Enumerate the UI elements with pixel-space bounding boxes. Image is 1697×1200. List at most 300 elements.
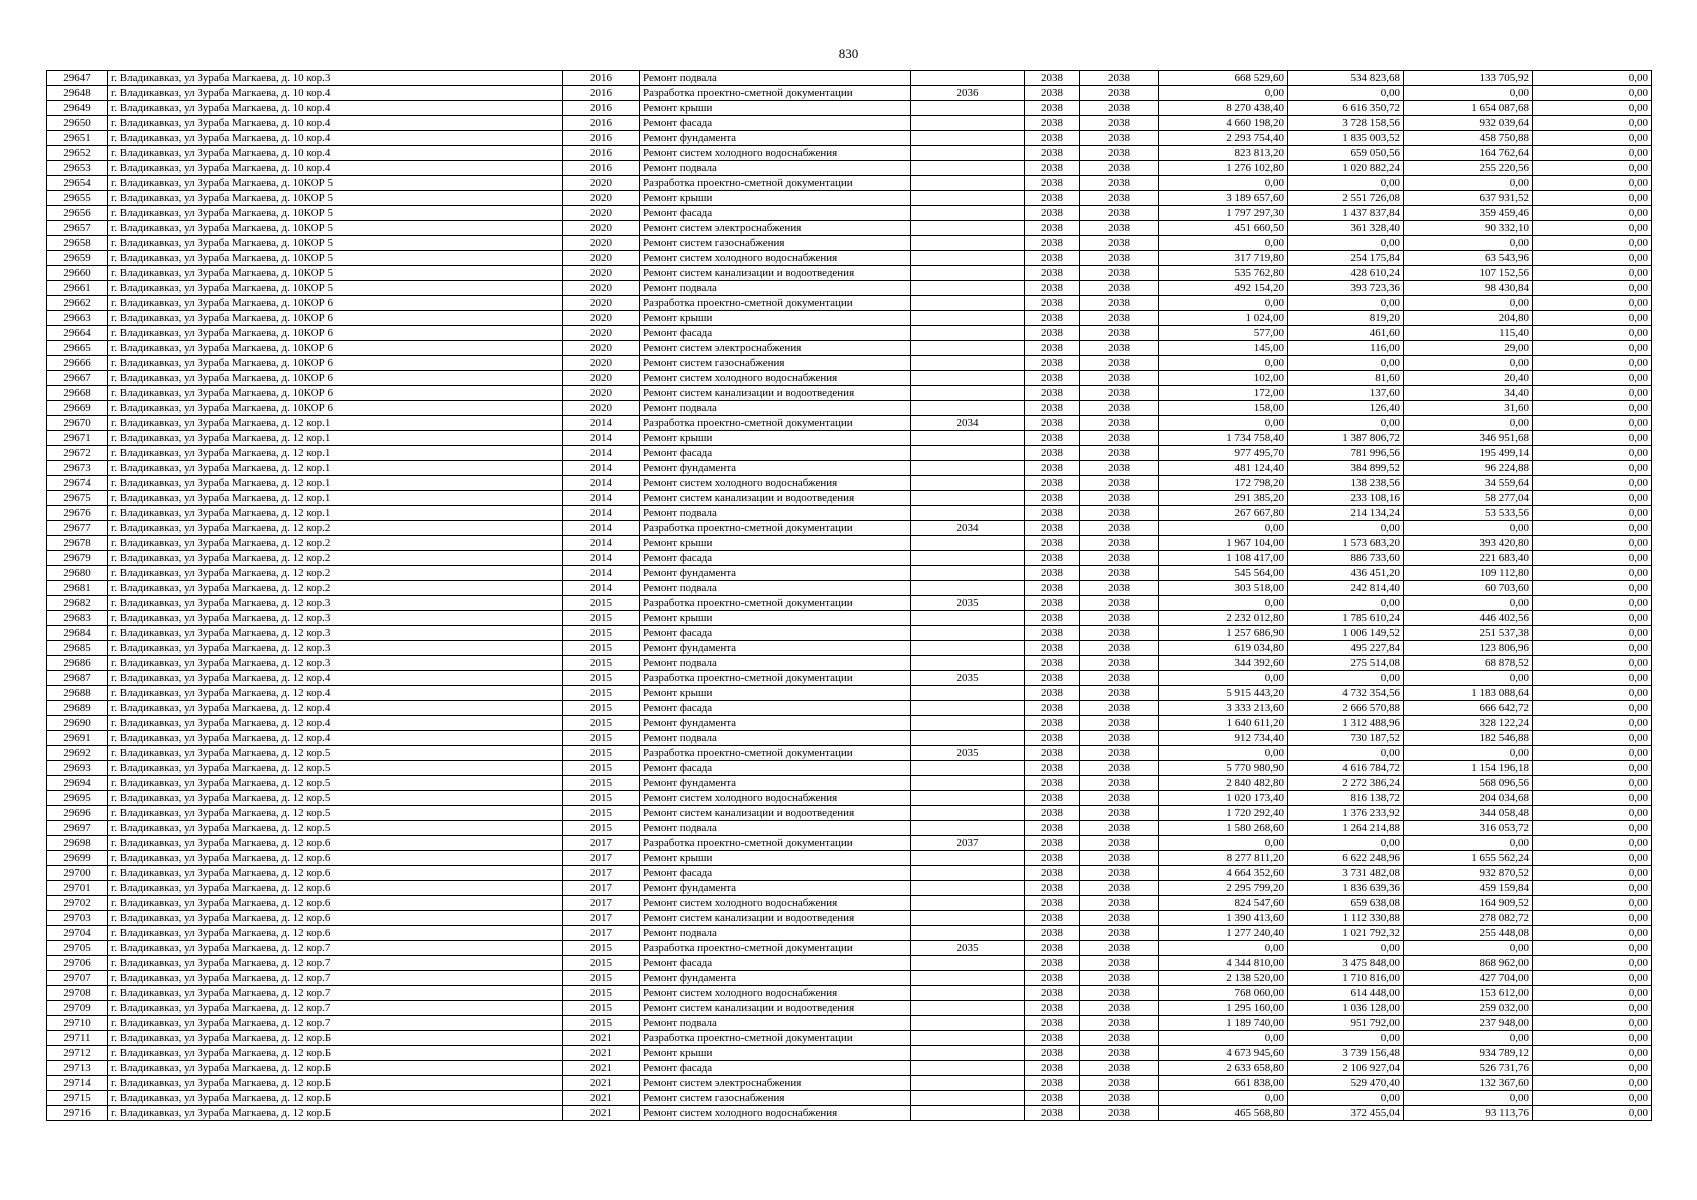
owner-share-cell: 60 703,60 — [1404, 581, 1533, 596]
fund-share-cell: 0,00 — [1288, 746, 1404, 761]
other-sources-cell: 0,00 — [1533, 536, 1652, 551]
table-row — [47, 311, 1652, 326]
work-type-cell: Ремонт систем канализации и водоотведения — [640, 911, 911, 926]
fund-share-cell: 0,00 — [1288, 1031, 1404, 1046]
plan-year-end-cell: 2038 — [1080, 941, 1159, 956]
other-sources-cell: 0,00 — [1533, 461, 1652, 476]
doc-year-cell: 2034 — [911, 416, 1025, 431]
row-id: 29669 — [47, 401, 108, 416]
other-sources-cell: 0,00 — [1533, 476, 1652, 491]
other-sources-cell: 0,00 — [1533, 356, 1652, 371]
work-type-cell: Ремонт подвала — [640, 731, 911, 746]
table-row — [47, 1106, 1652, 1121]
work-type-cell: Ремонт систем канализации и водоотведения — [640, 266, 911, 281]
table-row — [47, 281, 1652, 296]
total-cost-cell: 5 915 443,20 — [1159, 686, 1288, 701]
doc-year-cell — [911, 356, 1025, 371]
work-type-cell: Ремонт крыши — [640, 611, 911, 626]
fund-share-cell: 0,00 — [1288, 1091, 1404, 1106]
total-cost-cell: 912 734,40 — [1159, 731, 1288, 746]
work-type-cell: Ремонт систем канализации и водоотведения — [640, 491, 911, 506]
plan-year-end-cell: 2038 — [1080, 881, 1159, 896]
total-cost-cell: 535 762,80 — [1159, 266, 1288, 281]
table-row — [47, 116, 1652, 131]
page-number: 830 — [838, 46, 859, 61]
plan-year-end-cell: 2038 — [1080, 206, 1159, 221]
work-type-cell: Ремонт крыши — [640, 311, 911, 326]
plan-year-start-cell: 2038 — [1025, 731, 1080, 746]
owner-share-cell: 0,00 — [1404, 746, 1533, 761]
other-sources-cell: 0,00 — [1533, 326, 1652, 341]
build-year-cell: 2015 — [563, 806, 640, 821]
doc-year-cell — [911, 881, 1025, 896]
table-row — [47, 176, 1652, 191]
owner-share-cell: 458 750,88 — [1404, 131, 1533, 146]
build-year-cell: 2014 — [563, 551, 640, 566]
fund-share-cell: 1 020 882,24 — [1288, 161, 1404, 176]
build-year-cell: 2020 — [563, 296, 640, 311]
work-type-cell: Ремонт фундамента — [640, 716, 911, 731]
owner-share-cell: 204,80 — [1404, 311, 1533, 326]
build-year-cell: 2017 — [563, 881, 640, 896]
fund-share-cell: 1 836 639,36 — [1288, 881, 1404, 896]
address-cell: г. Владикавказ, ул Зураба Магкаева, д. 12 кор.Б — [108, 1046, 563, 1061]
address-cell: г. Владикавказ, ул Зураба Магкаева, д. 10КОР 6 — [108, 341, 563, 356]
fund-share-cell: 0,00 — [1288, 671, 1404, 686]
row-id: 29711 — [47, 1031, 108, 1046]
fund-share-cell: 3 739 156,48 — [1288, 1046, 1404, 1061]
fund-share-cell: 1 264 214,88 — [1288, 821, 1404, 836]
owner-share-cell: 237 948,00 — [1404, 1016, 1533, 1031]
plan-year-end-cell: 2038 — [1080, 101, 1159, 116]
work-type-cell: Ремонт фундамента — [640, 776, 911, 791]
total-cost-cell: 0,00 — [1159, 416, 1288, 431]
fund-share-cell: 0,00 — [1288, 416, 1404, 431]
plan-year-end-cell: 2038 — [1080, 416, 1159, 431]
total-cost-cell: 977 495,70 — [1159, 446, 1288, 461]
plan-year-start-cell: 2038 — [1025, 566, 1080, 581]
total-cost-cell: 0,00 — [1159, 596, 1288, 611]
total-cost-cell: 0,00 — [1159, 86, 1288, 101]
other-sources-cell: 0,00 — [1533, 731, 1652, 746]
build-year-cell: 2020 — [563, 176, 640, 191]
other-sources-cell: 0,00 — [1533, 1061, 1652, 1076]
doc-year-cell — [911, 791, 1025, 806]
fund-share-cell: 1 112 330,88 — [1288, 911, 1404, 926]
build-year-cell: 2015 — [563, 761, 640, 776]
doc-year-cell — [911, 656, 1025, 671]
other-sources-cell: 0,00 — [1533, 791, 1652, 806]
fund-share-cell: 819,20 — [1288, 311, 1404, 326]
plan-year-end-cell: 2038 — [1080, 506, 1159, 521]
plan-year-end-cell: 2038 — [1080, 296, 1159, 311]
work-type-cell: Ремонт подвала — [640, 161, 911, 176]
address-cell: г. Владикавказ, ул Зураба Магкаева, д. 12 кор.4 — [108, 716, 563, 731]
row-id: 29680 — [47, 566, 108, 581]
work-type-cell: Ремонт систем канализации и водоотведения — [640, 806, 911, 821]
address-cell: г. Владикавказ, ул Зураба Магкаева, д. 12 кор.Б — [108, 1091, 563, 1106]
total-cost-cell: 668 529,60 — [1159, 71, 1288, 86]
doc-year-cell — [911, 761, 1025, 776]
other-sources-cell: 0,00 — [1533, 986, 1652, 1001]
doc-year-cell — [911, 1016, 1025, 1031]
build-year-cell: 2021 — [563, 1091, 640, 1106]
work-type-cell: Ремонт фасада — [640, 761, 911, 776]
work-type-cell: Ремонт крыши — [640, 851, 911, 866]
fund-share-cell: 126,40 — [1288, 401, 1404, 416]
address-cell: г. Владикавказ, ул Зураба Магкаева, д. 12 кор.5 — [108, 791, 563, 806]
doc-year-cell — [911, 1031, 1025, 1046]
row-id: 29697 — [47, 821, 108, 836]
total-cost-cell: 1 390 413,60 — [1159, 911, 1288, 926]
other-sources-cell: 0,00 — [1533, 341, 1652, 356]
owner-share-cell: 31,60 — [1404, 401, 1533, 416]
owner-share-cell: 63 543,96 — [1404, 251, 1533, 266]
build-year-cell: 2021 — [563, 1076, 640, 1091]
fund-share-cell: 81,60 — [1288, 371, 1404, 386]
owner-share-cell: 133 705,92 — [1404, 71, 1533, 86]
fund-share-cell: 372 455,04 — [1288, 1106, 1404, 1121]
row-id: 29709 — [47, 1001, 108, 1016]
other-sources-cell: 0,00 — [1533, 101, 1652, 116]
address-cell: г. Владикавказ, ул Зураба Магкаева, д. 12 кор.7 — [108, 1016, 563, 1031]
row-id: 29683 — [47, 611, 108, 626]
owner-share-cell: 446 402,56 — [1404, 611, 1533, 626]
fund-share-cell: 6 622 248,96 — [1288, 851, 1404, 866]
other-sources-cell: 0,00 — [1533, 266, 1652, 281]
row-id: 29692 — [47, 746, 108, 761]
owner-share-cell: 0,00 — [1404, 671, 1533, 686]
build-year-cell: 2016 — [563, 71, 640, 86]
owner-share-cell: 123 806,96 — [1404, 641, 1533, 656]
plan-year-start-cell: 2038 — [1025, 1016, 1080, 1031]
plan-year-start-cell: 2038 — [1025, 356, 1080, 371]
total-cost-cell: 0,00 — [1159, 356, 1288, 371]
row-id: 29688 — [47, 686, 108, 701]
plan-year-start-cell: 2038 — [1025, 986, 1080, 1001]
plan-year-start-cell: 2038 — [1025, 656, 1080, 671]
address-cell: г. Владикавказ, ул Зураба Магкаева, д. 12 кор.6 — [108, 911, 563, 926]
row-id: 29655 — [47, 191, 108, 206]
total-cost-cell: 4 660 198,20 — [1159, 116, 1288, 131]
other-sources-cell: 0,00 — [1533, 851, 1652, 866]
address-cell: г. Владикавказ, ул Зураба Магкаева, д. 10КОР 5 — [108, 221, 563, 236]
plan-year-start-cell: 2038 — [1025, 506, 1080, 521]
owner-share-cell: 0,00 — [1404, 416, 1533, 431]
total-cost-cell: 1 580 268,60 — [1159, 821, 1288, 836]
owner-share-cell: 115,40 — [1404, 326, 1533, 341]
table-row — [47, 221, 1652, 236]
address-cell: г. Владикавказ, ул Зураба Магкаева, д. 10КОР 6 — [108, 311, 563, 326]
doc-year-cell — [911, 701, 1025, 716]
row-id: 29673 — [47, 461, 108, 476]
work-type-cell: Ремонт систем холодного водоснабжения — [640, 371, 911, 386]
plan-year-end-cell: 2038 — [1080, 1076, 1159, 1091]
work-type-cell: Ремонт систем газоснабжения — [640, 356, 911, 371]
work-type-cell: Ремонт систем канализации и водоотведения — [640, 1001, 911, 1016]
work-type-cell: Ремонт подвала — [640, 401, 911, 416]
fund-share-cell: 2 551 726,08 — [1288, 191, 1404, 206]
fund-share-cell: 534 823,68 — [1288, 71, 1404, 86]
work-type-cell: Ремонт фасада — [640, 701, 911, 716]
plan-year-end-cell: 2038 — [1080, 551, 1159, 566]
plan-year-end-cell: 2038 — [1080, 476, 1159, 491]
build-year-cell: 2015 — [563, 671, 640, 686]
work-type-cell: Ремонт крыши — [640, 1046, 911, 1061]
total-cost-cell: 2 295 799,20 — [1159, 881, 1288, 896]
table-row — [47, 686, 1652, 701]
owner-share-cell: 0,00 — [1404, 86, 1533, 101]
doc-year-cell — [911, 176, 1025, 191]
plan-year-end-cell: 2038 — [1080, 596, 1159, 611]
address-cell: г. Владикавказ, ул Зураба Магкаева, д. 12 кор.6 — [108, 881, 563, 896]
row-id: 29667 — [47, 371, 108, 386]
plan-year-start-cell: 2038 — [1025, 1091, 1080, 1106]
fund-share-cell: 1 785 610,24 — [1288, 611, 1404, 626]
table-row — [47, 566, 1652, 581]
build-year-cell: 2017 — [563, 836, 640, 851]
total-cost-cell: 4 664 352,60 — [1159, 866, 1288, 881]
plan-year-end-cell: 2038 — [1080, 851, 1159, 866]
address-cell: г. Владикавказ, ул Зураба Магкаева, д. 12 кор.1 — [108, 506, 563, 521]
doc-year-cell — [911, 296, 1025, 311]
plan-year-start-cell: 2038 — [1025, 1106, 1080, 1121]
fund-share-cell: 0,00 — [1288, 296, 1404, 311]
plan-year-end-cell: 2038 — [1080, 86, 1159, 101]
doc-year-cell — [911, 1091, 1025, 1106]
row-id: 29668 — [47, 386, 108, 401]
plan-year-end-cell: 2038 — [1080, 716, 1159, 731]
address-cell: г. Владикавказ, ул Зураба Магкаева, д. 12 кор.3 — [108, 596, 563, 611]
total-cost-cell: 4 344 810,00 — [1159, 956, 1288, 971]
plan-year-start-cell: 2038 — [1025, 461, 1080, 476]
other-sources-cell: 0,00 — [1533, 251, 1652, 266]
table-row — [47, 716, 1652, 731]
row-id: 29649 — [47, 101, 108, 116]
owner-share-cell: 1 654 087,68 — [1404, 101, 1533, 116]
row-id: 29666 — [47, 356, 108, 371]
address-cell: г. Владикавказ, ул Зураба Магкаева, д. 12 кор.1 — [108, 446, 563, 461]
table-row — [47, 761, 1652, 776]
total-cost-cell: 291 385,20 — [1159, 491, 1288, 506]
fund-share-cell: 361 328,40 — [1288, 221, 1404, 236]
plan-year-start-cell: 2038 — [1025, 221, 1080, 236]
total-cost-cell: 4 673 945,60 — [1159, 1046, 1288, 1061]
build-year-cell: 2015 — [563, 731, 640, 746]
fund-share-cell: 1 573 683,20 — [1288, 536, 1404, 551]
plan-year-start-cell: 2038 — [1025, 476, 1080, 491]
plan-year-start-cell: 2038 — [1025, 821, 1080, 836]
row-id: 29691 — [47, 731, 108, 746]
fund-share-cell: 116,00 — [1288, 341, 1404, 356]
address-cell: г. Владикавказ, ул Зураба Магкаева, д. 10КОР 5 — [108, 236, 563, 251]
build-year-cell: 2021 — [563, 1061, 640, 1076]
table-row — [47, 671, 1652, 686]
table-row — [47, 866, 1652, 881]
build-year-cell: 2020 — [563, 326, 640, 341]
other-sources-cell: 0,00 — [1533, 1076, 1652, 1091]
plan-year-end-cell: 2038 — [1080, 116, 1159, 131]
table-row — [47, 791, 1652, 806]
owner-share-cell: 568 096,56 — [1404, 776, 1533, 791]
work-type-cell: Разработка проектно-сметной документации — [640, 746, 911, 761]
total-cost-cell: 3 189 657,60 — [1159, 191, 1288, 206]
address-cell: г. Владикавказ, ул Зураба Магкаева, д. 10КОР 5 — [108, 206, 563, 221]
row-id: 29685 — [47, 641, 108, 656]
other-sources-cell: 0,00 — [1533, 86, 1652, 101]
doc-year-cell — [911, 851, 1025, 866]
other-sources-cell: 0,00 — [1533, 686, 1652, 701]
plan-year-end-cell: 2038 — [1080, 986, 1159, 1001]
owner-share-cell: 459 159,84 — [1404, 881, 1533, 896]
row-id: 29672 — [47, 446, 108, 461]
address-cell: г. Владикавказ, ул Зураба Магкаева, д. 12 кор.6 — [108, 836, 563, 851]
doc-year-cell — [911, 641, 1025, 656]
owner-share-cell: 90 332,10 — [1404, 221, 1533, 236]
table-row — [47, 431, 1652, 446]
plan-year-start-cell: 2038 — [1025, 551, 1080, 566]
fund-share-cell: 214 134,24 — [1288, 506, 1404, 521]
work-type-cell: Разработка проектно-сметной документации — [640, 1031, 911, 1046]
work-type-cell: Ремонт подвала — [640, 506, 911, 521]
plan-year-start-cell: 2038 — [1025, 1061, 1080, 1076]
total-cost-cell: 1 024,00 — [1159, 311, 1288, 326]
plan-year-end-cell: 2038 — [1080, 131, 1159, 146]
owner-share-cell: 255 448,08 — [1404, 926, 1533, 941]
plan-year-end-cell: 2038 — [1080, 191, 1159, 206]
address-cell: г. Владикавказ, ул Зураба Магкаева, д. 12 кор.7 — [108, 971, 563, 986]
total-cost-cell: 0,00 — [1159, 236, 1288, 251]
build-year-cell: 2015 — [563, 656, 640, 671]
build-year-cell: 2015 — [563, 746, 640, 761]
address-cell: г. Владикавказ, ул Зураба Магкаева, д. 12 кор.5 — [108, 806, 563, 821]
doc-year-cell — [911, 251, 1025, 266]
owner-share-cell: 93 113,76 — [1404, 1106, 1533, 1121]
doc-year-cell — [911, 221, 1025, 236]
total-cost-cell: 172,00 — [1159, 386, 1288, 401]
total-cost-cell: 465 568,80 — [1159, 1106, 1288, 1121]
total-cost-cell: 0,00 — [1159, 296, 1288, 311]
doc-year-cell — [911, 866, 1025, 881]
plan-year-start-cell: 2038 — [1025, 176, 1080, 191]
fund-share-cell: 659 638,08 — [1288, 896, 1404, 911]
total-cost-cell: 8 277 811,20 — [1159, 851, 1288, 866]
plan-year-end-cell: 2038 — [1080, 236, 1159, 251]
plan-year-start-cell: 2038 — [1025, 446, 1080, 461]
plan-year-start-cell: 2038 — [1025, 671, 1080, 686]
plan-year-end-cell: 2038 — [1080, 896, 1159, 911]
total-cost-cell: 1 020 173,40 — [1159, 791, 1288, 806]
fund-share-cell: 393 723,36 — [1288, 281, 1404, 296]
doc-year-cell — [911, 326, 1025, 341]
plan-year-start-cell: 2038 — [1025, 701, 1080, 716]
plan-year-end-cell: 2038 — [1080, 806, 1159, 821]
owner-share-cell: 0,00 — [1404, 176, 1533, 191]
doc-year-cell — [911, 281, 1025, 296]
table-row — [47, 446, 1652, 461]
work-type-cell: Ремонт фундамента — [640, 641, 911, 656]
row-id: 29677 — [47, 521, 108, 536]
doc-year-cell — [911, 806, 1025, 821]
other-sources-cell: 0,00 — [1533, 941, 1652, 956]
owner-share-cell: 0,00 — [1404, 596, 1533, 611]
address-cell: г. Владикавказ, ул Зураба Магкаева, д. 10КОР 6 — [108, 296, 563, 311]
doc-year-cell — [911, 386, 1025, 401]
owner-share-cell: 278 082,72 — [1404, 911, 1533, 926]
work-type-cell: Ремонт систем холодного водоснабжения — [640, 896, 911, 911]
table-row — [47, 476, 1652, 491]
plan-year-start-cell: 2038 — [1025, 776, 1080, 791]
table-row — [47, 461, 1652, 476]
work-type-cell: Ремонт фасада — [640, 116, 911, 131]
plan-year-end-cell: 2038 — [1080, 1016, 1159, 1031]
table-row — [47, 146, 1652, 161]
fund-share-cell: 781 996,56 — [1288, 446, 1404, 461]
plan-year-start-cell: 2038 — [1025, 386, 1080, 401]
owner-share-cell: 0,00 — [1404, 356, 1533, 371]
doc-year-cell — [911, 401, 1025, 416]
total-cost-cell: 317 719,80 — [1159, 251, 1288, 266]
fund-share-cell: 529 470,40 — [1288, 1076, 1404, 1091]
table-row — [47, 341, 1652, 356]
build-year-cell: 2016 — [563, 116, 640, 131]
address-cell: г. Владикавказ, ул Зураба Магкаева, д. 10КОР 5 — [108, 191, 563, 206]
other-sources-cell: 0,00 — [1533, 761, 1652, 776]
build-year-cell: 2017 — [563, 926, 640, 941]
work-type-cell: Ремонт крыши — [640, 686, 911, 701]
fund-share-cell: 1 006 149,52 — [1288, 626, 1404, 641]
fund-share-cell: 384 899,52 — [1288, 461, 1404, 476]
other-sources-cell: 0,00 — [1533, 1016, 1652, 1031]
work-type-cell: Ремонт фасада — [640, 626, 911, 641]
plan-year-start-cell: 2038 — [1025, 1046, 1080, 1061]
total-cost-cell: 1 276 102,80 — [1159, 161, 1288, 176]
plan-year-end-cell: 2038 — [1080, 146, 1159, 161]
plan-year-end-cell: 2038 — [1080, 671, 1159, 686]
plan-year-start-cell: 2038 — [1025, 881, 1080, 896]
table-row — [47, 971, 1652, 986]
plan-year-end-cell: 2038 — [1080, 1031, 1159, 1046]
total-cost-cell: 1 640 611,20 — [1159, 716, 1288, 731]
table-row — [47, 236, 1652, 251]
plan-year-start-cell: 2038 — [1025, 1031, 1080, 1046]
table-row — [47, 296, 1652, 311]
work-type-cell: Ремонт фасада — [640, 866, 911, 881]
table-row — [47, 626, 1652, 641]
build-year-cell: 2017 — [563, 851, 640, 866]
table-row — [47, 161, 1652, 176]
total-cost-cell: 2 633 658,80 — [1159, 1061, 1288, 1076]
owner-share-cell: 316 053,72 — [1404, 821, 1533, 836]
row-id: 29656 — [47, 206, 108, 221]
plan-year-end-cell: 2038 — [1080, 1061, 1159, 1076]
build-year-cell: 2015 — [563, 596, 640, 611]
row-id: 29687 — [47, 671, 108, 686]
work-type-cell: Ремонт систем электроснабжения — [640, 1076, 911, 1091]
plan-year-end-cell: 2038 — [1080, 176, 1159, 191]
fund-share-cell: 1 835 003,52 — [1288, 131, 1404, 146]
plan-year-start-cell: 2038 — [1025, 281, 1080, 296]
address-cell: г. Владикавказ, ул Зураба Магкаева, д. 12 кор.Б — [108, 1106, 563, 1121]
table-row — [47, 611, 1652, 626]
row-id: 29686 — [47, 656, 108, 671]
owner-share-cell: 526 731,76 — [1404, 1061, 1533, 1076]
plan-year-end-cell: 2038 — [1080, 956, 1159, 971]
fund-share-cell: 0,00 — [1288, 236, 1404, 251]
owner-share-cell: 34,40 — [1404, 386, 1533, 401]
row-id: 29684 — [47, 626, 108, 641]
other-sources-cell: 0,00 — [1533, 446, 1652, 461]
